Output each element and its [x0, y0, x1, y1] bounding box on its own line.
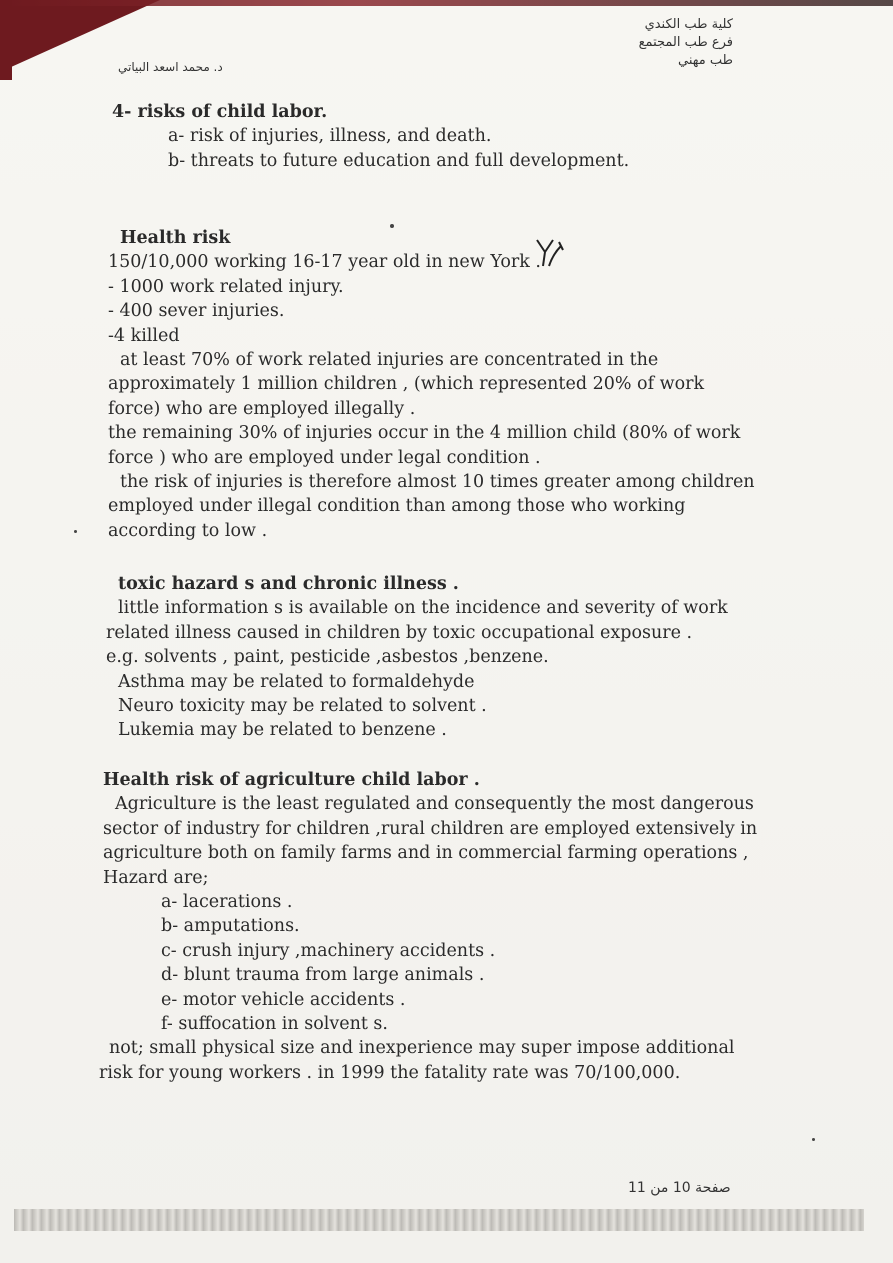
agriculture-title: Health risk of agriculture child labor .	[103, 770, 480, 790]
health-stat-severe: - 400 sever injuries.	[108, 301, 285, 322]
health-paragraph-line: employed under illegal condition than among those who working	[108, 496, 686, 517]
header-college: كلية طب الكندي	[644, 17, 733, 32]
toxic-paragraph-line: related illness caused in children by toxic occupational exposure .	[106, 622, 693, 643]
health-risk-section	[108, 226, 758, 543]
health-paragraph-line: approximately 1 million children , (which represented 20% of work	[108, 374, 705, 395]
health-paragraph-line: the risk of injuries is therefore almost 10 times greater among children	[120, 472, 755, 493]
health-stat-injury: - 1000 work related injury.	[108, 276, 344, 297]
toxic-neuro: Neuro toxicity may be related to solvent .	[118, 696, 487, 717]
risks-section	[100, 100, 750, 173]
scan-speck	[74, 530, 77, 533]
agriculture-paragraph-line: Agriculture is the least regulated and consequently the most dangerous	[115, 794, 754, 815]
handwritten-mark-icon	[533, 236, 567, 268]
agriculture-note-line: not; small physical size and inexperience may super impose additional	[109, 1038, 735, 1059]
header-institution	[639, 16, 733, 70]
header-department: فرع طب المجتمع	[638, 35, 733, 50]
scan-speck	[390, 224, 394, 228]
toxic-leukemia: Lukemia may be related to benzene .	[118, 720, 447, 741]
health-paragraph-line: the remaining 30% of injuries occur in the 4 million child (80% of work	[108, 423, 741, 444]
toxic-title: toxic hazard s and chronic illness .	[118, 574, 459, 594]
health-paragraph-line: at least 70% of work related injuries are concentrated in the	[120, 350, 659, 371]
hazard-item: e- motor vehicle accidents .	[161, 989, 406, 1010]
scan-speck	[812, 1138, 815, 1141]
header-author: د. محمد اسعد البياتي	[118, 60, 223, 74]
health-stat-line: 150/10,000 working 16-17 year old in new York .	[108, 252, 541, 273]
risk-item-b: b- threats to future education and full development.	[168, 150, 630, 171]
scan-bottom-noise	[14, 1209, 864, 1231]
health-paragraph-line: force ) who are employed under legal condition .	[108, 447, 541, 468]
agriculture-paragraph-line: agriculture both on family farms and in commercial farming operations ,	[103, 843, 749, 864]
toxic-examples: e.g. solvents , paint, pesticide ,asbestos ,benzene.	[106, 647, 549, 668]
health-paragraph-line: force) who are employed illegally .	[108, 398, 416, 419]
health-risk-title: Health risk	[120, 228, 231, 248]
hazard-item: c- crush injury ,machinery accidents .	[161, 940, 496, 961]
scan-left-edge	[0, 0, 12, 80]
health-paragraph-line: according to low .	[108, 520, 268, 541]
header-subject: طب مهني	[678, 53, 733, 68]
hazard-item: a- lacerations .	[161, 892, 293, 913]
toxic-section	[106, 572, 756, 743]
risk-item-a: a- risk of injuries, illness, and death.	[168, 126, 492, 147]
toxic-paragraph-line: little information s is available on the incidence and severity of work	[118, 598, 728, 619]
health-stat-killed: -4 killed	[108, 325, 180, 346]
agriculture-hazard-intro: Hazard are;	[103, 867, 209, 888]
agriculture-note-line: risk for young workers . in 1999 the fatality rate was 70/100,000.	[99, 1062, 681, 1083]
scan-top-edge	[0, 0, 893, 6]
agriculture-paragraph-line: sector of industry for children ,rural children are employed extensively in	[103, 818, 758, 839]
toxic-asthma: Asthma may be related to formaldehyde	[118, 671, 475, 692]
hazard-item: f- suffocation in solvent s.	[161, 1014, 388, 1035]
risks-title: 4- risks of child labor.	[112, 102, 328, 122]
hazard-item: b- amputations.	[161, 916, 300, 937]
page-number: صفحة 10 من 11	[628, 1180, 731, 1196]
agriculture-section	[99, 768, 758, 1085]
hazard-item: d- blunt trauma from large animals .	[161, 965, 485, 986]
